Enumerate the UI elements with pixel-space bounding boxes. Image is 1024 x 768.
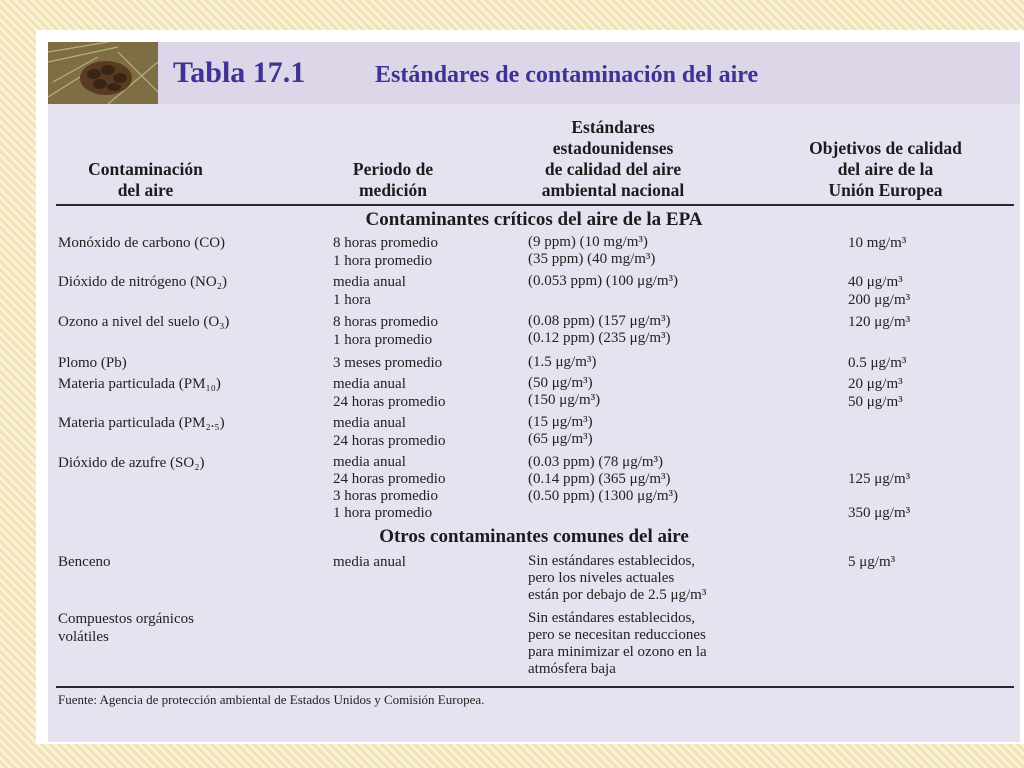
us-standard-cell: (0.08 ppm) (157 μg/m³) (0.12 ppm) (235 μg/m³) <box>528 313 671 346</box>
eu-objective-cell: 20 μg/m³ 50 μg/m³ <box>848 376 903 410</box>
source-note: Fuente: Agencia de protección ambiental de Estados Unidos y Comisión Europea. <box>58 692 485 707</box>
us-standard-cell: (9 ppm) (10 mg/m³) (35 ppm) (40 mg/m³) <box>528 234 656 267</box>
table-number: Tabla 17.1 <box>173 56 306 89</box>
period-cell: media anual 24 horas promedio <box>333 415 446 449</box>
us-standard-cell: Sin estándares establecidos, pero se necesitan reducciones para minimizar el ozono en la atmósfera baja <box>528 610 707 677</box>
header-eu-objectives: Objetivos de calidad del aire de la Unión Europea <box>809 138 962 200</box>
us-standard-cell: (0.053 ppm) (100 μg/m³) <box>528 273 679 289</box>
pinecone-image <box>48 42 158 104</box>
title-bar <box>48 42 1020 104</box>
table-panel <box>48 42 1020 742</box>
pollutant-name: Plomo (Pb) <box>58 355 127 371</box>
table-title: Estándares de contaminación del aire <box>375 62 759 88</box>
period-cell: 8 horas promedio 1 hora promedio <box>333 314 438 348</box>
eu-objective-cell: 120 μg/m³ <box>848 314 911 330</box>
eu-objective-cell: 40 μg/m³ 200 μg/m³ <box>848 274 911 308</box>
header-rule <box>56 204 1014 206</box>
period-cell: media anual 1 hora <box>333 274 406 308</box>
header-period: Periodo de medición <box>352 159 434 200</box>
eu-objective-cell: 0.5 μg/m³ <box>848 355 907 371</box>
period-cell: media anual <box>333 554 406 570</box>
period-cell: 8 horas promedio 1 hora promedio <box>333 235 438 269</box>
pollutant-name: Benceno <box>58 554 111 570</box>
us-standard-cell: (50 μg/m³) (150 μg/m³) <box>528 375 601 408</box>
us-standard-cell: Sin estándares establecidos, pero los niveles actuales están por debajo de 2.5 μg/m³ <box>528 553 707 603</box>
eu-objective-cell: 10 mg/m³ <box>848 235 907 251</box>
pollutant-name: Materia particulada (PM₂.₅) <box>58 415 225 431</box>
pollutant-name: Dióxido de nitrógeno (NO₂) <box>58 274 227 290</box>
period-cell: media anual 24 horas promedio 3 horas promedio 1 hora promedio <box>333 454 446 521</box>
section-other-title: Otros contaminantes comunes del aire <box>379 526 689 547</box>
footer-rule <box>56 686 1014 688</box>
header-us-standards: Estándares estadounidenses de calidad del aire ambiental nacional <box>541 117 685 200</box>
period-cell: media anual 24 horas promedio <box>333 376 446 410</box>
us-standard-cell: (1.5 μg/m³) <box>528 354 597 370</box>
section-epa-title: Contaminantes críticos del aire de la EPA <box>365 209 703 230</box>
pollutant-name: Ozono a nivel del suelo (O₃) <box>58 314 230 330</box>
header-pollutant: Contaminación del aire <box>88 159 203 200</box>
us-standard-cell: (15 μg/m³) (65 μg/m³) <box>528 414 593 447</box>
period-cell: 3 meses promedio <box>333 355 443 371</box>
eu-objective-cell: 5 μg/m³ <box>848 554 896 570</box>
slide <box>36 30 1024 744</box>
pollutant-name: Monóxido de carbono (CO) <box>58 235 226 251</box>
us-standard-cell: (0.03 ppm) (78 μg/m³) (0.14 ppm) (365 μg/m³) (0.50 ppm) (1300 μg/m³) <box>528 454 679 504</box>
pollutant-name: Materia particulada (PM₁₀) <box>58 376 221 392</box>
eu-objective-cell: 125 μg/m³ 350 μg/m³ <box>848 471 911 521</box>
pollutant-name: Compuestos orgánicos volátiles <box>58 611 194 645</box>
pollutant-name: Dióxido de azufre (SO₂) <box>58 455 205 471</box>
